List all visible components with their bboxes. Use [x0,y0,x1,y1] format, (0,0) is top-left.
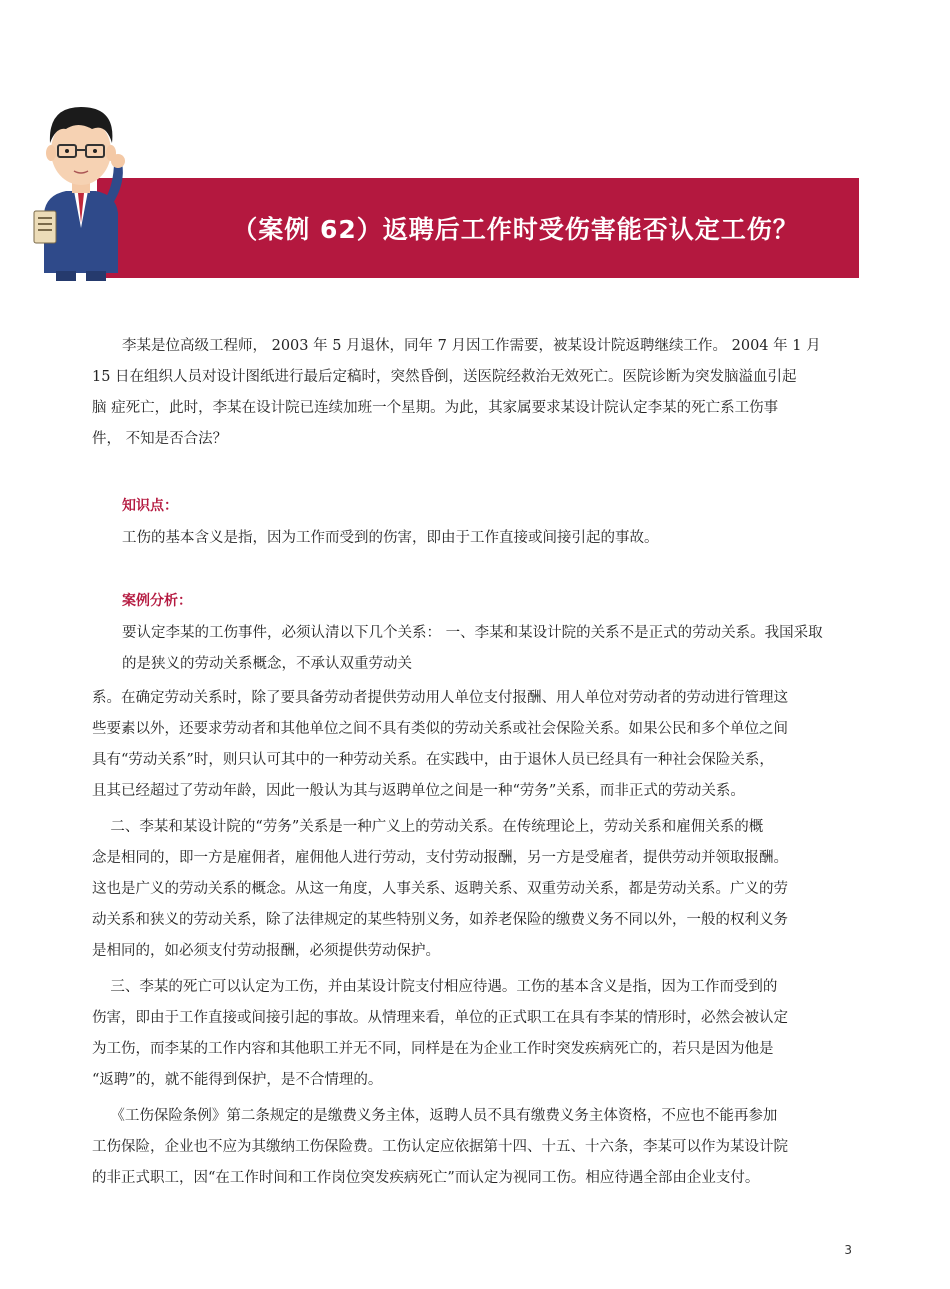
case-text-line: 脑 症死亡，此时，李某在设计院已连续加班一个星期。为此，其家属要求某设计院认定李某的死亡系工伤事 [92,400,779,416]
analysis-text-line: 《工伤保险条例》第二条规定的是缴费义务主体，返聘人员不具有缴费义务主体资格，不应也不能再参加 [92,1108,778,1124]
analysis-text-line: 为工伤，而李某的工作内容和其他职工并无不同，同样是在为企业工作时突发疾病死亡的，若只是因为他是 [92,1041,774,1057]
knowledge-text: 工伤的基本含义是指，因为工作而受到的伤害，即由于工作直接或间接引起的事故。 [122,530,659,546]
cartoon-man-illustration [26,93,136,283]
analysis-text-line: 些要素以外，还要求劳动者和其他单位之间不具有类似的劳动关系或社会保险关系。如果公民和多个单位之间 [92,721,788,737]
analysis-text-line: 是相同的，如必须支付劳动报酬，必须提供劳动保护。 [92,943,440,959]
analysis-text-line: 的非正式职工，因“在工作时间和工作岗位突发疾病死亡”而认定为视同工伤。相应待遇全部由企业支付。 [92,1170,760,1186]
knowledge-heading: 知识点： [122,498,178,514]
case-text-line: 李某是位高级工程师， 2003 年 5 月退休，同年 7 月因工作需要，被某设计院返聘继续工作。 2004 年 1 月 [122,338,821,354]
analysis-text-line: 工伤保险，企业也不应为其缴纳工伤保险费。工伤认定应依据第十四、十五、十六条，李某可以作为某设计院 [92,1139,788,1155]
analysis-text-line: 具有“劳动关系”时，则只认可其中的一种劳动关系。在实践中，由于退休人员已经具有一种社会保险关系， [92,752,774,768]
analysis-text-line: 这也是广义的劳动关系的概念。从这一角度，人事关系、返聘关系、双重劳动关系，都是劳动关系。广义的劳 [92,881,788,897]
analysis-text-line: 伤害，即由于工作直接或间接引起的事故。从情理来看，单位的正式职工在具有李某的情形时，必然会被认定 [92,1010,788,1026]
analysis-text-line: 动关系和狭义的劳动关系，除了法律规定的某些特别义务，如养老保险的缴费义务不同以外，一般的权利义务 [92,912,788,928]
analysis-text-line: “返聘”的，就不能得到保护，是不合情理的。 [92,1072,383,1088]
analysis-heading: 案例分析： [122,593,192,609]
analysis-text-line: 系。在确定劳动关系时，除了要具备劳动者提供劳动用人单位支付报酬、用人单位对劳动者的劳动进行管理这 [92,690,788,706]
analysis-text-line: 且其已经超过了劳动年龄，因此一般认为其与返聘单位之间是一种“劳务”关系，而非正式的劳动关系。 [92,783,745,799]
analysis-text-line: 要认定李某的工伤事件，必须认清以下几个关系： 一、李某和某设计院的关系不是正式的劳动关系。我国采取 [122,625,823,641]
analysis-text-line: 的是狭义的劳动关系概念，不承认双重劳动关 [122,656,412,672]
page-title: （案例 62）返聘后工作时受伤害能否认定工伤？ [232,215,799,244]
analysis-text-line: 三、李某的死亡可以认定为工伤，并由某设计院支付相应待遇。工伤的基本含义是指，因为工作而受到的 [92,979,778,995]
case-text-line: 件， 不知是否合法？ [92,431,228,447]
analysis-text-line: 二、李某和某设计院的“劳务”关系是一种广义上的劳动关系。在传统理论上，劳动关系和雇佣关系的概 [92,819,764,835]
case-text-line: 15 日在组织人员对设计图纸进行最后定稿时，突然昏倒，送医院经救治无效死亡。医院诊断为突发脑溢血引起 [92,369,797,385]
page-number: 3 [844,1243,852,1257]
analysis-text-line: 念是相同的，即一方是雇佣者，雇佣他人进行劳动，支付劳动报酬，另一方是受雇者，提供劳动并领取报酬。 [92,850,788,866]
